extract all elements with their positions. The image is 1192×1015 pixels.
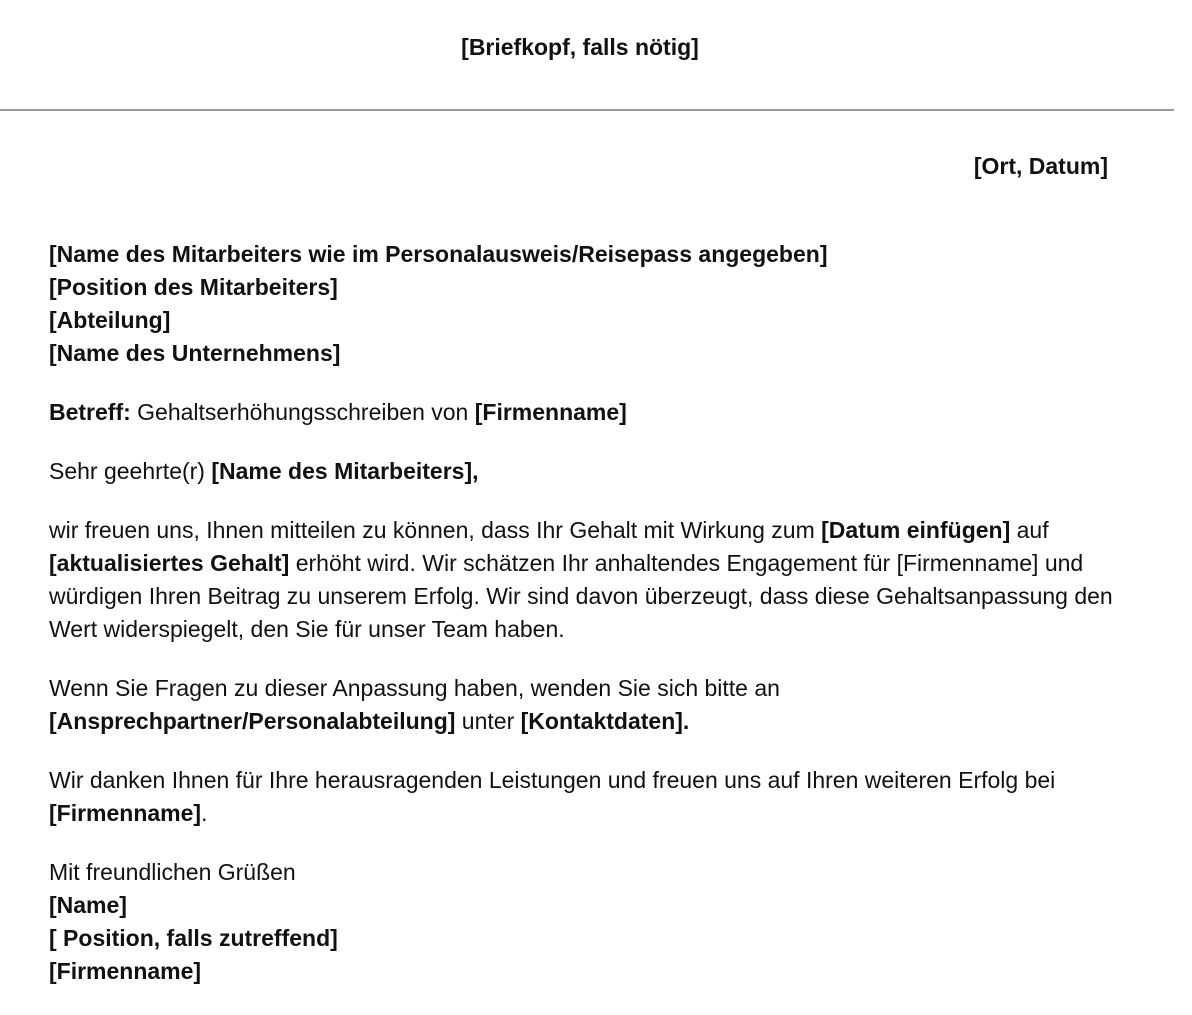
- sender-company: [Firmenname]: [49, 958, 202, 984]
- subject-line: [49, 396, 1119, 429]
- recipient-company: [Name des Unternehmens]: [49, 340, 341, 366]
- paragraph1-text-2: auf: [1010, 517, 1049, 543]
- salutation-text: Sehr geehrte(r): [49, 458, 212, 484]
- paragraph-contact: [49, 672, 1119, 738]
- new-salary-placeholder: [aktualisiertes Gehalt]: [49, 550, 290, 576]
- paragraph-salary-increase: [49, 514, 1119, 646]
- subject-label: Betreff:: [49, 399, 131, 425]
- sender-position: [ Position, falls zutreffend]: [49, 925, 338, 951]
- recipient-address: [49, 238, 1119, 370]
- closing-greeting: Mit freundlichen Grüßen: [49, 859, 296, 885]
- paragraph3-text-1: Wir danken Ihnen für Ihre herausragenden Leistungen und freuen uns auf Ihren weiteren Erfolg bei: [49, 767, 1056, 793]
- subject-text: Gehaltserhöhungsschreiben von: [130, 399, 475, 425]
- paragraph1-text-3: erhöht wird. Wir schätzen Ihr anhaltendes Engagement für [Firmenname] und würdigen Ihren Beitrag zu unserem Erfolg. Wir sind davon überzeugt, dass diese Gehaltsanpassung den Wert widerspiegelt, den Sie für unser Team haben.: [49, 550, 1113, 642]
- letter-body: [49, 238, 1119, 1014]
- letterhead: [Briefkopf, falls nötig]: [461, 34, 699, 60]
- paragraph2-text-2: unter: [455, 708, 521, 734]
- paragraph2-text-1: Wenn Sie Fragen zu dieser Anpassung haben, wenden Sie sich bitte an: [49, 675, 780, 701]
- header-divider: [0, 109, 1174, 111]
- salutation-name: [Name des Mitarbeiters],: [211, 458, 479, 484]
- paragraph-thanks: [49, 764, 1119, 830]
- contact-details-placeholder: [Kontaktdaten].: [520, 708, 690, 734]
- sender-name: [Name]: [49, 892, 127, 918]
- contact-person-placeholder: [Ansprechpartner/Personalabteilung]: [49, 708, 456, 734]
- effective-date-placeholder: [Datum einfügen]: [821, 517, 1011, 543]
- salutation: [49, 455, 1119, 488]
- recipient-department: [Abteilung]: [49, 307, 171, 333]
- paragraph3-text-2: .: [201, 800, 208, 826]
- recipient-name: [Name des Mitarbeiters wie im Personalausweis/Reisepass angegeben]: [49, 241, 828, 267]
- closing-block: [49, 856, 1119, 988]
- place-date: [Ort, Datum]: [973, 153, 1108, 179]
- company-name-placeholder: [Firmenname]: [49, 800, 202, 826]
- recipient-position: [Position des Mitarbeiters]: [49, 274, 338, 300]
- subject-company: [Firmenname]: [474, 399, 627, 425]
- paragraph1-text-1: wir freuen uns, Ihnen mitteilen zu können, dass Ihr Gehalt mit Wirkung zum: [49, 517, 822, 543]
